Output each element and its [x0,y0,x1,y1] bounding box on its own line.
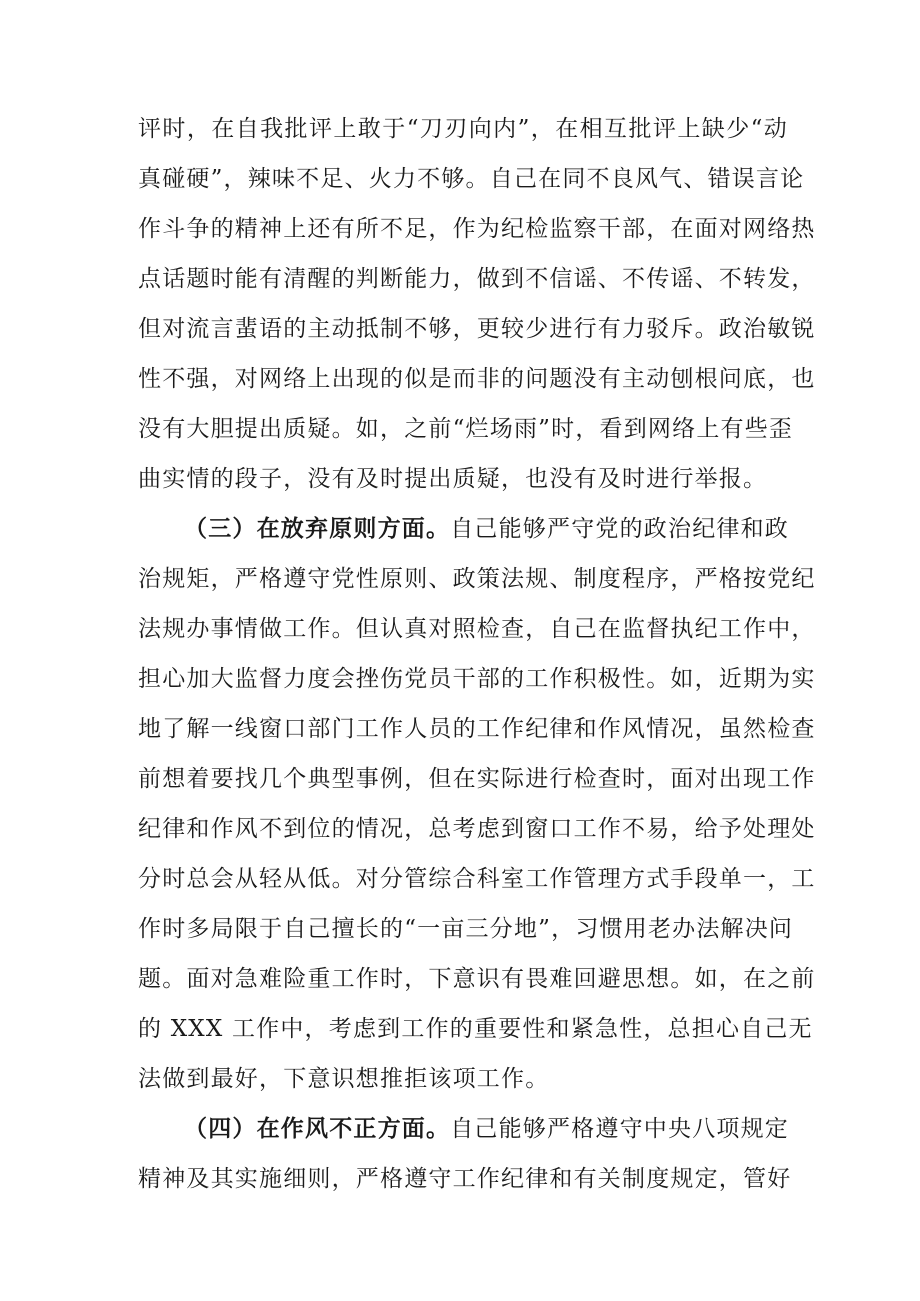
paragraph-text: 自己能够严格遵守中央八项规定 [450,1116,790,1142]
paragraph-line: 的 XXX 工作中，考虑到工作的重要性和紧急性，总担心自己无 [138,1016,813,1042]
paragraph-first-line [184,1114,788,1144]
paragraph-first-line [184,514,788,544]
paragraph-line: 作时多局限于自己擅长的“一亩三分地”，习惯用老办法解决问 [138,916,794,942]
paragraph-line: 地了解一线窗口部门工作人员的工作纪律和作风情况，虽然检查 [138,716,816,742]
paragraph-line: 法规办事情做工作。但认真对照检查，自己在监督执纪工作中， [138,616,816,642]
paragraph-line: 治规矩，严格遵守党性原则、政策法规、制度程序，严格按党纪 [138,566,816,592]
paragraph-line: 真碰硬”，辣味不足、火力不够。自己在同不良风气、错误言论 [138,166,805,192]
paragraph-line: 精神及其实施细则，严格遵守工作纪律和有关制度规定，管好 [138,1166,792,1192]
paragraph-line: 点话题时能有清醒的判断能力，做到不信谣、不传谣、不转发， [138,266,816,292]
paragraph-line: 作斗争的精神上还有所不足，作为纪检监察干部，在面对网络热 [138,216,816,242]
section-heading: （三）在放弃原则方面。 [184,515,451,542]
paragraph-line: 没有大胆提出质疑。如，之前“烂场雨”时，看到网络上有些歪 [138,416,794,442]
paragraph-line: 法做到最好，下意识想推拒该项工作。 [138,1066,550,1092]
paragraph-line: 担心加大监督力度会挫伤党员干部的工作积极性。如，近期为实 [138,666,816,692]
paragraph-line: 分时总会从轻从低。对分管综合科室工作管理方式手段单一，工 [138,866,816,892]
paragraph-line: 评时，在自我批评上敢于“刀刃向内”，在相互批评上缺少“动 [138,116,788,142]
paragraph-line: 题。面对急难险重工作时，下意识有畏难回避思想。如，在之前 [138,966,816,992]
section-heading: （四）在作风不正方面。 [184,1115,451,1142]
paragraph-line: 曲实情的段子，没有及时提出质疑，也没有及时进行举报。 [138,466,768,492]
paragraph-line: 性不强，对网络上出现的似是而非的问题没有主动刨根问底，也 [138,366,816,392]
paragraph-line: 前想着要找几个典型事例，但在实际进行检查时，面对出现工作 [138,766,816,792]
paragraph-line: 纪律和作风不到位的情况，总考虑到窗口工作不易，给予处理处 [138,816,816,842]
paragraph-line: 但对流言蜚语的主动抵制不够，更较少进行有力驳斥。政治敏锐 [138,316,816,342]
paragraph-text: 自己能够严守党的政治纪律和政 [450,516,790,542]
